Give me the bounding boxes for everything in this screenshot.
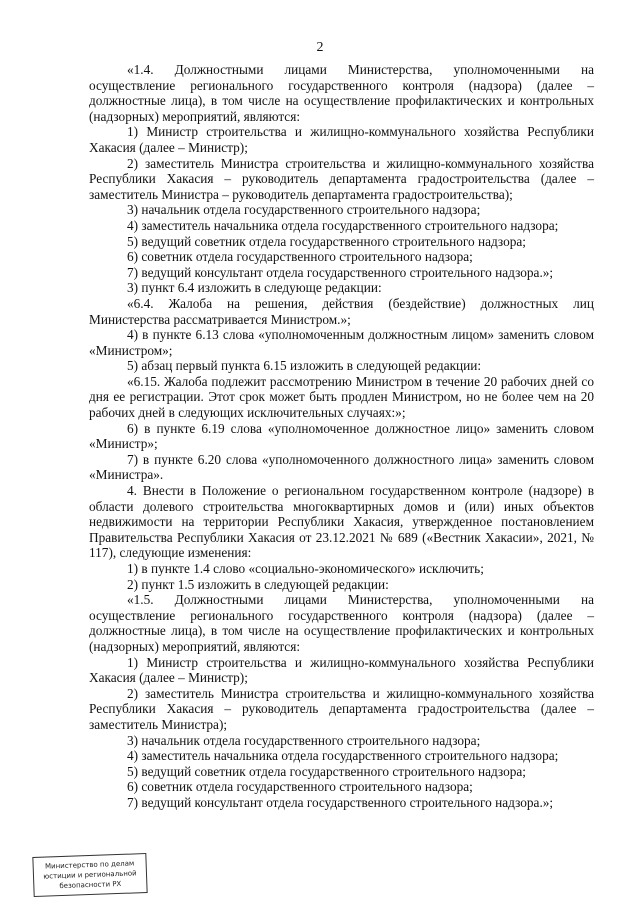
paragraph: «6.4. Жалоба на решения, действия (бездействие) должностных лиц Министерства рассматривается Министром.»; bbox=[89, 295, 594, 327]
paragraph: 6) советник отдела государственного строительного надзора; bbox=[127, 249, 473, 265]
stamp-line: Министерство по делам bbox=[44, 859, 135, 871]
paragraph: 4) в пункте 6.13 слова «уполномоченным должностным лицом» заменить словом «Министром»; bbox=[89, 327, 594, 358]
paragraph: 6) в пункте 6.19 слова «уполномоченное должностное лицо» заменить словом «Министр»; bbox=[89, 420, 594, 452]
paragraph: 3) начальник отдела государственного строительного надзора; bbox=[127, 202, 481, 218]
ministry-stamp bbox=[32, 853, 147, 897]
paragraph: 4. Внести в Положение о региональном государственном контроле (надзоре) в области долевого строительства многоквартирных домов и (или) иных объектов недвижимости на территории Республики Хакасия, утвержденное постановлением Правительства Республики Хакасия от 23.12.2021 № 689 («Вестник Хакасии», 2021, № 117), следующие изменения: bbox=[89, 483, 594, 561]
paragraph: 5) абзац первый пункта 6.15 изложить в следующей редакции: bbox=[127, 358, 482, 374]
stamp-line: безопасности РХ bbox=[59, 879, 122, 891]
stamp-line: юстиции и региональной bbox=[43, 869, 137, 881]
paragraph: «6.15. Жалоба подлежит рассмотрению Министром в течение 20 рабочих дней со дня ее регистрации. Этот срок может быть продлен Министром, но не более чем на 20 рабочих дней в следующих исключительных случаях:»; bbox=[89, 373, 594, 421]
paragraph: 6) советник отдела государственного строительного надзора; bbox=[127, 779, 473, 795]
paragraph: 1) Министр строительства и жилищно-коммунального хозяйства Республики Хакасия (далее – Министр); bbox=[89, 124, 594, 155]
paragraph: 3) начальник отдела государственного строительного надзора; bbox=[127, 732, 481, 748]
paragraph: 2) заместитель Министра строительства и жилищно-коммунального хозяйства Республики Хакасия – руководитель департамента градостроительства (далее – заместитель Министра – руководитель департамента градостроительства); bbox=[89, 155, 594, 202]
paragraph: 7) ведущий консультант отдела государственного строительного надзора.»; bbox=[127, 794, 554, 810]
paragraph: 7) ведущий консультант отдела государственного строительного надзора.»; bbox=[127, 264, 554, 280]
paragraph: 7) в пункте 6.20 слова «уполномоченного должностного лица» заменить словом «Министра». bbox=[89, 451, 594, 483]
paragraph: 4) заместитель начальника отдела государственного строительного надзора; bbox=[127, 217, 559, 233]
paragraph: 5) ведущий советник отдела государственного строительного надзора; bbox=[127, 233, 526, 249]
paragraph: «1.4. Должностными лицами Министерства, уполномоченными на осуществление регионального государственного контроля (надзора) (далее – должностные лица), в том числе на осуществление профилактических и контрольных (надзорных) мероприятий, являются: bbox=[89, 62, 594, 124]
document-body bbox=[89, 62, 594, 811]
page-number: 2 bbox=[316, 40, 324, 55]
paragraph: «1.5. Должностными лицами Министерства, уполномоченными на осуществление регионального государственного контроля (надзора) (далее – должностные лица), в том числе на осуществление профилактических и контрольных (надзорных) мероприятий, являются: bbox=[89, 592, 594, 654]
paragraph: 5) ведущий советник отдела государственного строительного надзора; bbox=[127, 763, 526, 779]
paragraph: 2) пункт 1.5 изложить в следующей редакции: bbox=[127, 576, 389, 592]
paragraph: 3) пункт 6.4 изложить в следующе редакции: bbox=[127, 280, 382, 296]
paragraph: 1) в пункте 1.4 слово «социально-экономического» исключить; bbox=[127, 561, 484, 576]
paragraph: 4) заместитель начальника отдела государственного строительного надзора; bbox=[127, 748, 559, 764]
paragraph: 1) Министр строительства и жилищно-коммунального хозяйства Республики Хакасия (далее – Министр); bbox=[89, 654, 594, 686]
paragraph: 2) заместитель Министра строительства и жилищно-коммунального хозяйства Республики Хакасия – руководитель департамента градостроительства (далее – заместитель Министра); bbox=[89, 685, 594, 732]
